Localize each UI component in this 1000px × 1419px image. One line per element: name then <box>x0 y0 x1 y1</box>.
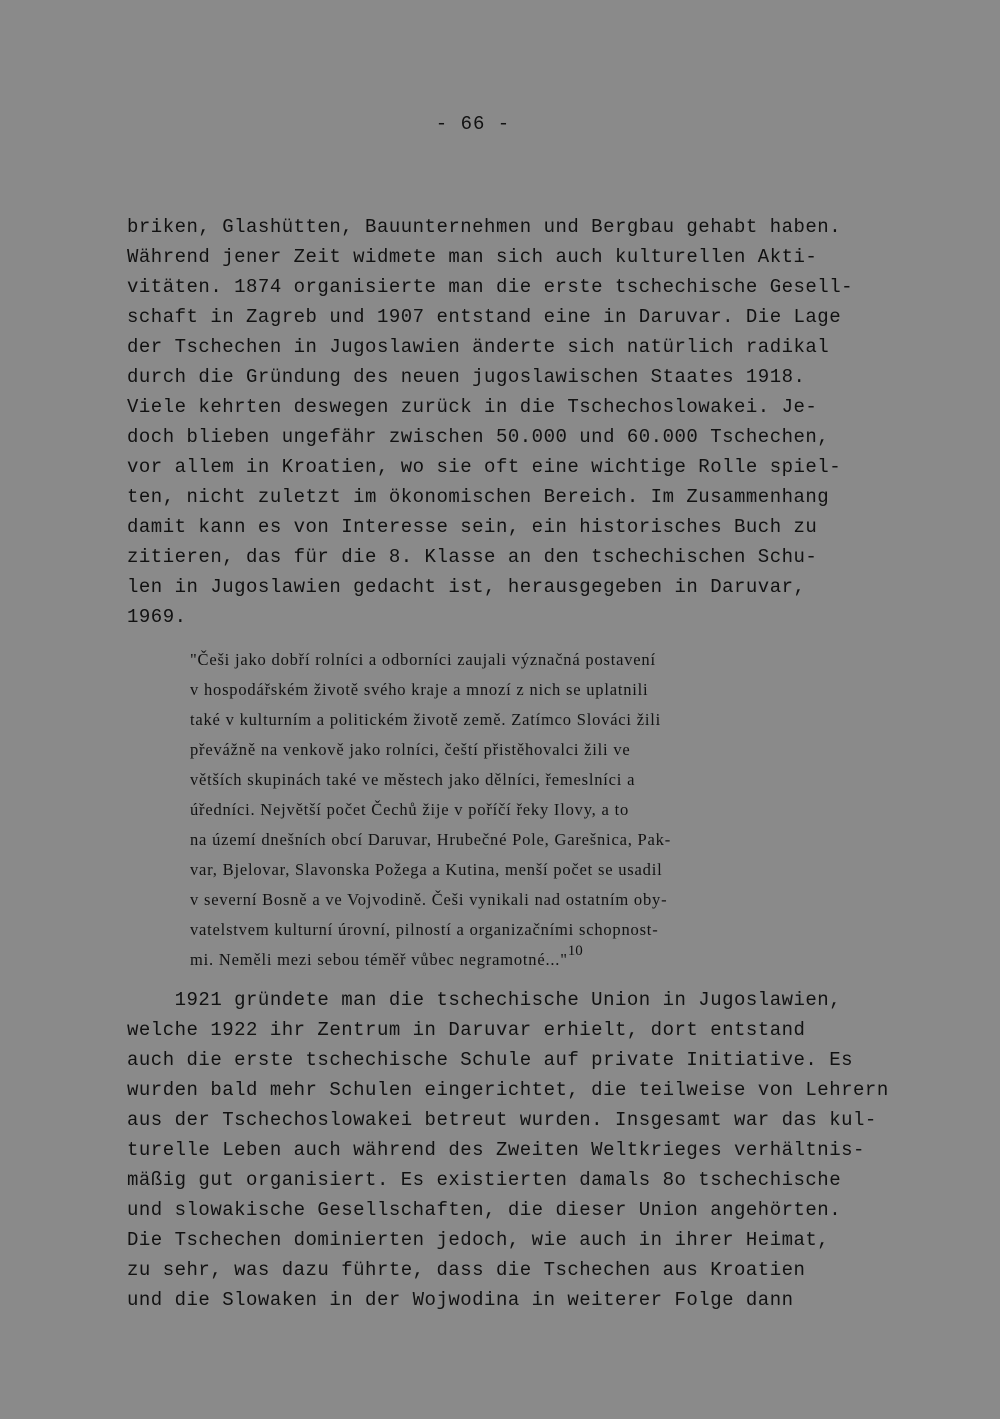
text-line: zu sehr, was dazu führte, dass die Tschechen aus Kroatien <box>127 1259 806 1281</box>
text-line: doch blieben ungefähr zwischen 50.000 und 60.000 Tschechen, <box>127 426 830 448</box>
quote-line-text: mi. Neměli mezi sebou téměř vůbec negramotné..." <box>190 950 568 969</box>
quote-line: var, Bjelovar, Slavonska Požega a Kutina, menší počet se usadil <box>190 860 663 879</box>
text-line: 1969. <box>127 606 187 628</box>
text-line: len in Jugoslawien gedacht ist, herausgegeben in Daruvar, <box>127 576 806 598</box>
text-line: Viele kehrten deswegen zurück in die Tschechoslowakei. Je- <box>127 396 818 418</box>
paragraph-1 <box>127 212 907 632</box>
quote-last-line <box>190 945 870 976</box>
text-line: durch die Gründung des neuen jugoslawischen Staates 1918. <box>127 366 806 388</box>
quote-line: vatelstvem kulturní úrovní, pilností a organizačními schopnost- <box>190 920 659 939</box>
quote-line: v hospodářském životě svého kraje a mnozí z nich se uplatnili <box>190 680 649 699</box>
text-line: vitäten. 1874 organisierte man die erste tschechische Gesell- <box>127 276 854 298</box>
quote-line: také v kulturním a politickém životě země. Zatímco Slováci žili <box>190 710 662 729</box>
text-line: aus der Tschechoslowakei betreut wurden. Insgesamt war das kul- <box>127 1109 877 1131</box>
text-line: briken, Glashütten, Bauunternehmen und Bergbau gehabt haben. <box>127 216 842 238</box>
quote-line: v severní Bosně a ve Vojvodině. Češi vynikali nad ostatním oby- <box>190 890 668 909</box>
paragraph-2 <box>127 985 907 1315</box>
block-quote <box>190 645 870 976</box>
text-line: schaft in Zagreb und 1907 entstand eine in Daruvar. Die Lage <box>127 306 842 328</box>
text-line: turelle Leben auch während des Zweiten Weltkrieges verhältnis- <box>127 1139 865 1161</box>
text-line: Während jener Zeit widmete man sich auch kulturellen Akti- <box>127 246 818 268</box>
quote-line: úředníci. Největší počet Čechů žije v poříčí řeky Ilovy, a to <box>190 800 630 819</box>
quote-line: "Češi jako dobří rolníci a odborníci zaujali význačná postavení <box>190 650 656 669</box>
text-line: wurden bald mehr Schulen eingerichtet, die teilweise von Lehrern <box>127 1079 889 1101</box>
quote-line: převážně na venkově jako rolníci, čeští přistěhovalci žili ve <box>190 740 631 759</box>
text-line: zitieren, das für die 8. Klasse an den tschechischen Schu- <box>127 546 818 568</box>
page-number: - 66 - <box>435 113 511 135</box>
text-line: der Tschechen in Jugoslawien änderte sich natürlich radikal <box>127 336 830 358</box>
text-line: welche 1922 ihr Zentrum in Daruvar erhielt, dort entstand <box>127 1019 806 1041</box>
text-line: und die Slowaken in der Wojwodina in weiterer Folge dann <box>127 1289 794 1311</box>
text-line: vor allem in Kroatien, wo sie oft eine wichtige Rolle spiel- <box>127 456 842 478</box>
quote-line: na území dnešních obcí Daruvar, Hrubečné Pole, Garešnica, Pak- <box>190 830 671 849</box>
text-line: 1921 gründete man die tschechische Union in Jugoslawien, <box>127 989 842 1011</box>
text-line: ten, nicht zuletzt im ökonomischen Bereich. Im Zusammenhang <box>127 486 830 508</box>
footnote-reference[interactable]: 10 <box>567 943 583 959</box>
text-line: auch die erste tschechische Schule auf private Initiative. Es <box>127 1049 854 1071</box>
quote-line: větších skupinách také ve městech jako dělníci, řemeslníci a <box>190 770 636 789</box>
text-line: damit kann es von Interesse sein, ein historisches Buch zu <box>127 516 818 538</box>
text-line: mäßig gut organisiert. Es existierten damals 8o tschechische <box>127 1169 842 1191</box>
text-line: Die Tschechen dominierten jedoch, wie auch in ihrer Heimat, <box>127 1229 830 1251</box>
text-line: und slowakische Gesellschaften, die dieser Union angehörten. <box>127 1199 842 1221</box>
